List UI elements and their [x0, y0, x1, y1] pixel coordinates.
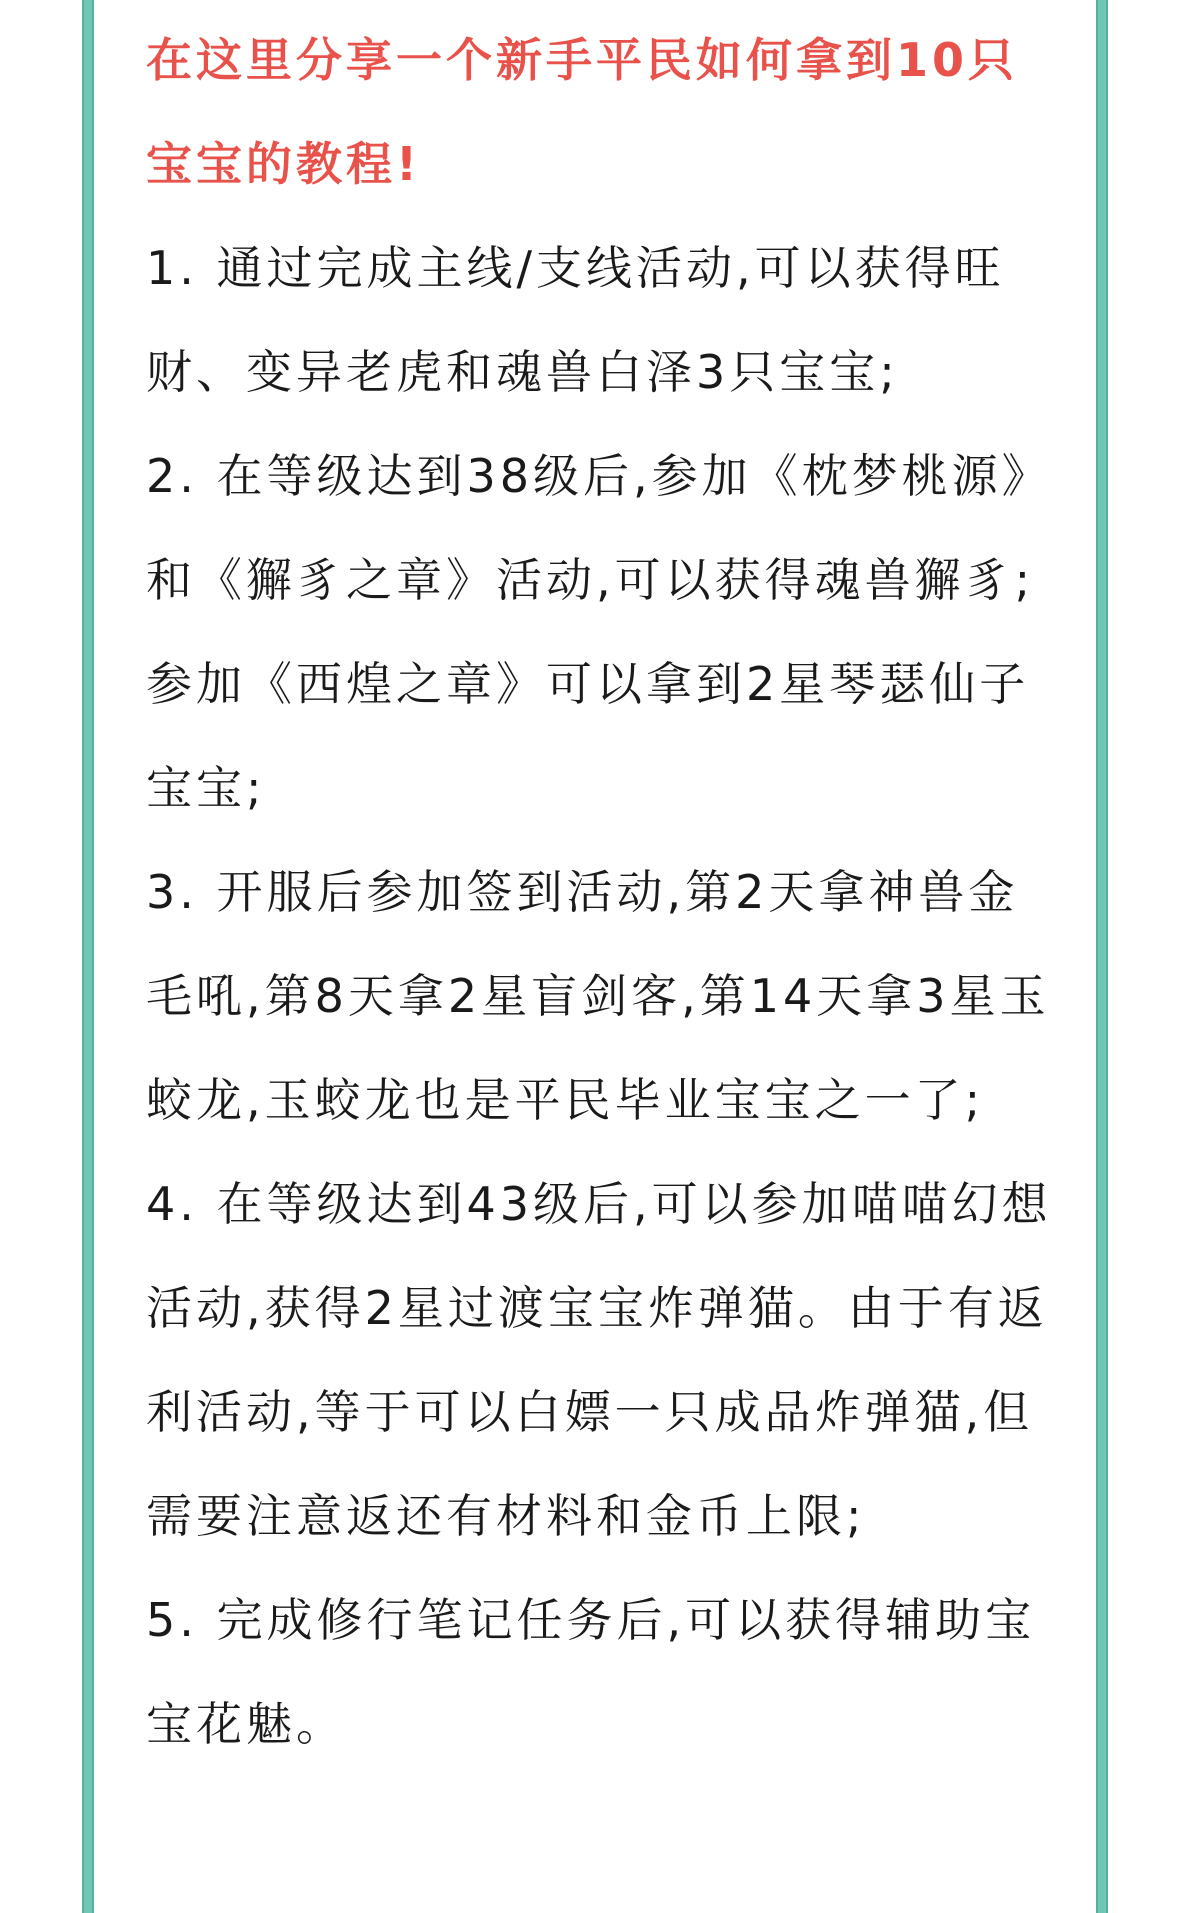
- right-decorative-border: [1096, 0, 1108, 1913]
- list-item-4: 4. 在等级达到43级后,可以参加喵喵幻想活动,获得2星过渡宝宝炸弹猫。由于有返利活动,等于可以白嫖一只成品炸弹猫,但需要注意返还有材料和金币上限;: [146, 1177, 1052, 1543]
- article-heading: 在这里分享一个新手平民如何拿到10只宝宝的教程!: [146, 33, 1019, 191]
- left-decorative-border: [82, 0, 94, 1913]
- article-content: [146, 8, 1066, 1776]
- list-item-2: 2. 在等级达到38级后,参加《枕梦桃源》和《獬豸之章》活动,可以获得魂兽獬豸;参加《西煌之章》可以拿到2星琴瑟仙子宝宝;: [146, 449, 1052, 815]
- list-item-1: 1. 通过完成主线/支线活动,可以获得旺财、变异老虎和魂兽白泽3只宝宝;: [146, 241, 1005, 399]
- list-item-3: 3. 开服后参加签到活动,第2天拿神兽金毛吼,第8天拿2星盲剑客,第14天拿3星玉蛟龙,玉蛟龙也是平民毕业宝宝之一了;: [146, 865, 1050, 1127]
- list-item-5: 5. 完成修行笔记任务后,可以获得辅助宝宝花魅。: [146, 1593, 1036, 1751]
